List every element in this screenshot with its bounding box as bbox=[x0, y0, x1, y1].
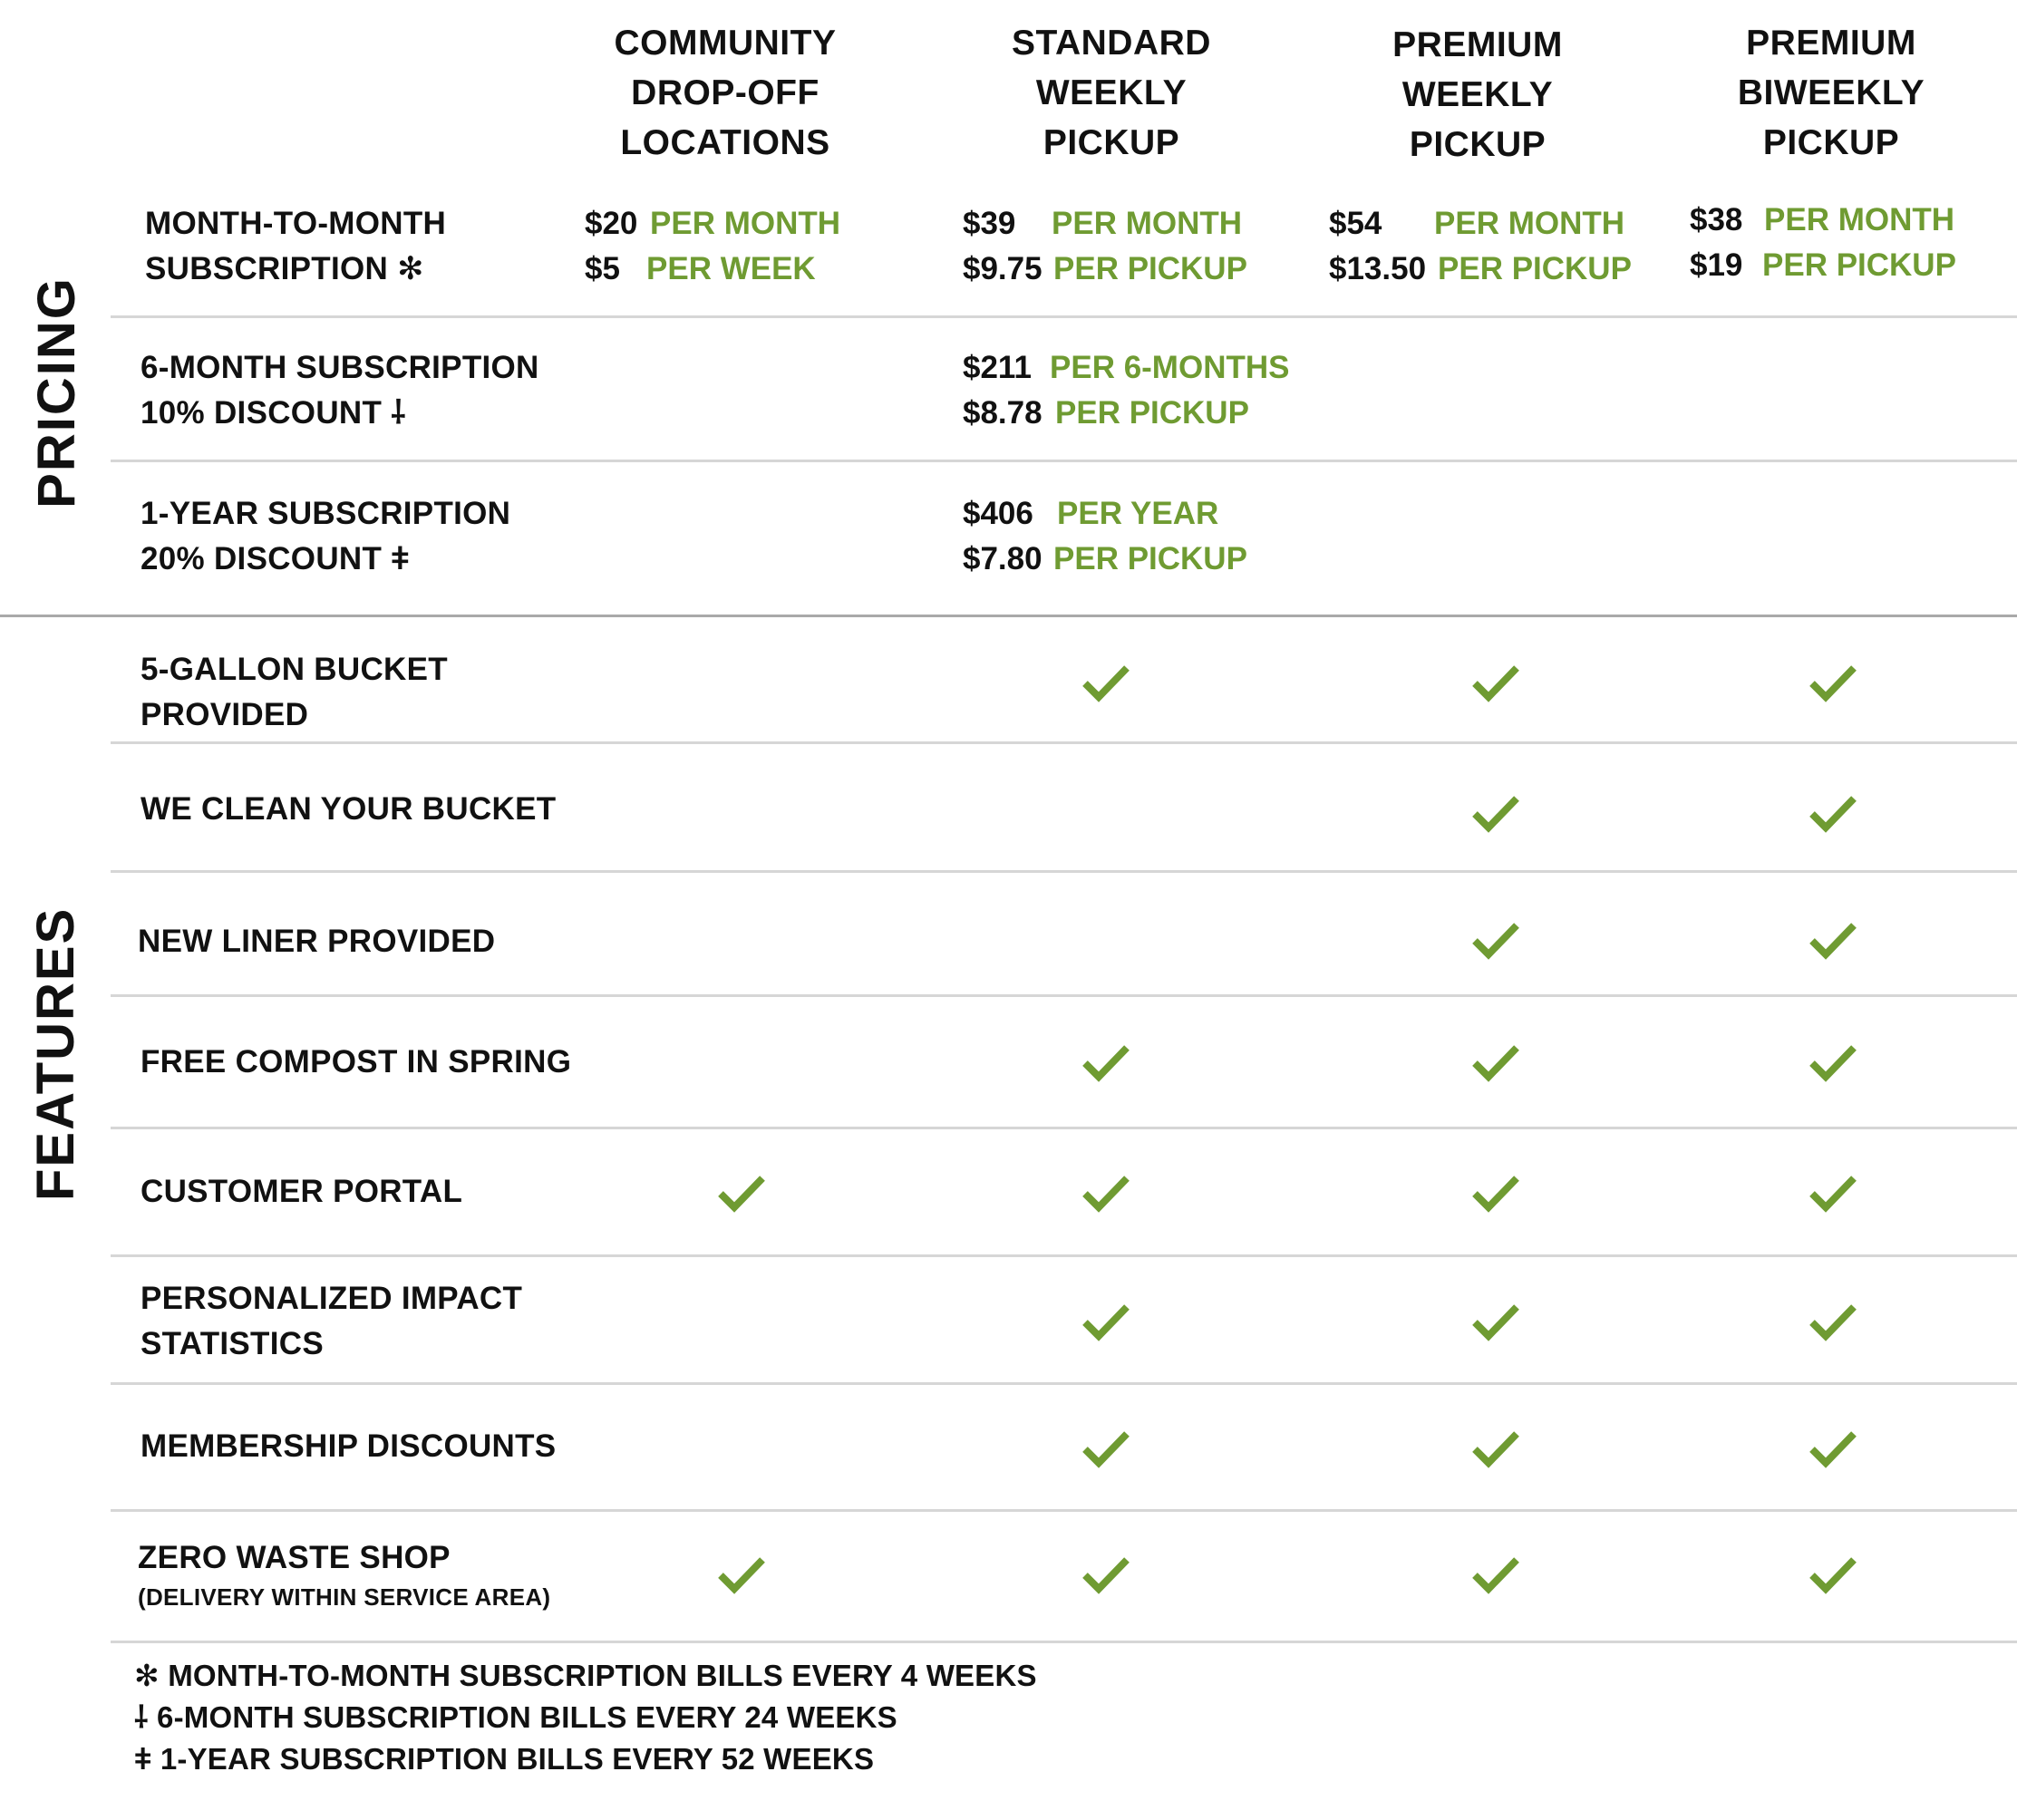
check-icon bbox=[1470, 1042, 1521, 1082]
feature-sublabel-delivery: (DELIVERY WITHIN SERVICE AREA) bbox=[138, 1583, 551, 1611]
price-6-month-standard: $211 PER 6-MONTHS $8.78 PER PICKUP bbox=[963, 350, 1290, 431]
price-m2m-premium-biweekly: $38 PER MONTH $19 PER PICKUP bbox=[1690, 202, 1956, 283]
check-icon bbox=[1470, 920, 1521, 960]
column-header-premium-weekly: PREMIUM WEEKLY PICKUP bbox=[1392, 25, 1563, 164]
check-icon bbox=[1808, 1554, 1858, 1594]
check-icon bbox=[1808, 1428, 1858, 1468]
feature-label-bucket-provided: 5-GALLON BUCKET PROVIDED bbox=[141, 652, 448, 732]
feature-label-impact-statistics: PERSONALIZED IMPACT STATISTICS bbox=[141, 1281, 523, 1361]
footnote-month-to-month: ✻ MONTH-TO-MONTH SUBSCRIPTION BILLS EVERY 4 WEEKS bbox=[134, 1659, 1037, 1692]
price-m2m-community: $20 PER MONTH $5 PER WEEK bbox=[585, 206, 840, 286]
check-icon bbox=[716, 1173, 767, 1213]
price-1-year-standard: $406 PER YEAR $7.80 PER PICKUP bbox=[963, 496, 1247, 576]
check-icon bbox=[716, 1554, 767, 1594]
row-divider bbox=[111, 1127, 2017, 1129]
column-header-community: COMMUNITY DROP-OFF LOCATIONS bbox=[614, 24, 837, 162]
row-divider bbox=[111, 1641, 2017, 1643]
check-icon bbox=[1808, 920, 1858, 960]
column-header-premium-biweekly: PREMIUM BIWEEKLY PICKUP bbox=[1737, 24, 1925, 162]
feature-label-membership-discounts: MEMBERSHIP DISCOUNTS bbox=[141, 1428, 557, 1464]
check-icon bbox=[1470, 1554, 1521, 1594]
row-label-1-year: 1-YEAR SUBSCRIPTION 20% DISCOUNT ǂ bbox=[141, 496, 511, 576]
footnote-6-month: ⸸ 6-MONTH SUBSCRIPTION BILLS EVERY 24 WEEKS bbox=[134, 1700, 897, 1734]
check-icon bbox=[1081, 1302, 1131, 1341]
feature-label-clean-bucket: WE CLEAN YOUR BUCKET bbox=[141, 791, 557, 827]
check-icon bbox=[1081, 663, 1131, 702]
check-icon bbox=[1081, 1554, 1131, 1594]
row-divider bbox=[111, 315, 2017, 318]
check-icon bbox=[1470, 793, 1521, 833]
check-icon bbox=[1081, 1042, 1131, 1082]
check-icon bbox=[1808, 663, 1858, 702]
row-divider bbox=[111, 870, 2017, 873]
check-icon bbox=[1470, 663, 1521, 702]
check-icon bbox=[1808, 1173, 1858, 1213]
row-divider bbox=[111, 1509, 2017, 1512]
row-label-6-month: 6-MONTH SUBSCRIPTION 10% DISCOUNT ⸸ bbox=[141, 350, 539, 431]
footnote-1-year: ǂ 1-YEAR SUBSCRIPTION BILLS EVERY 52 WEEKS bbox=[134, 1742, 875, 1776]
feature-label-free-compost: FREE COMPOST IN SPRING bbox=[141, 1044, 572, 1079]
row-label-month-to-month: MONTH-TO-MONTH SUBSCRIPTION ✻ bbox=[145, 206, 447, 286]
check-icon bbox=[1808, 1042, 1858, 1082]
check-icon bbox=[1470, 1302, 1521, 1341]
feature-label-customer-portal: CUSTOMER PORTAL bbox=[141, 1174, 463, 1209]
feature-label-new-liner: NEW LINER PROVIDED bbox=[138, 924, 496, 959]
column-header-standard-weekly: STANDARD WEEKLY PICKUP bbox=[1012, 24, 1211, 162]
check-icon bbox=[1808, 793, 1858, 833]
row-divider bbox=[111, 1382, 2017, 1385]
section-divider bbox=[0, 615, 2017, 617]
check-icon bbox=[1808, 1302, 1858, 1341]
footnotes bbox=[134, 1655, 1037, 1780]
features-section-label: FEATURES bbox=[26, 906, 85, 1201]
check-icon bbox=[1081, 1428, 1131, 1468]
pricing-section-label: PRICING bbox=[27, 276, 86, 508]
row-divider bbox=[111, 1254, 2017, 1257]
check-icon bbox=[1470, 1173, 1521, 1213]
price-m2m-premium-weekly: $54 PER MONTH $13.50 PER PICKUP bbox=[1329, 206, 1632, 286]
check-icon bbox=[1081, 1173, 1131, 1213]
row-divider bbox=[111, 460, 2017, 462]
row-divider bbox=[111, 741, 2017, 744]
check-icon bbox=[1470, 1428, 1521, 1468]
price-m2m-standard: $39 PER MONTH $9.75 PER PICKUP bbox=[963, 206, 1247, 286]
row-divider bbox=[111, 994, 2017, 997]
feature-label-zero-waste-shop: ZERO WASTE SHOP (DELIVERY WITHIN SERVICE AREA) bbox=[138, 1535, 550, 1613]
